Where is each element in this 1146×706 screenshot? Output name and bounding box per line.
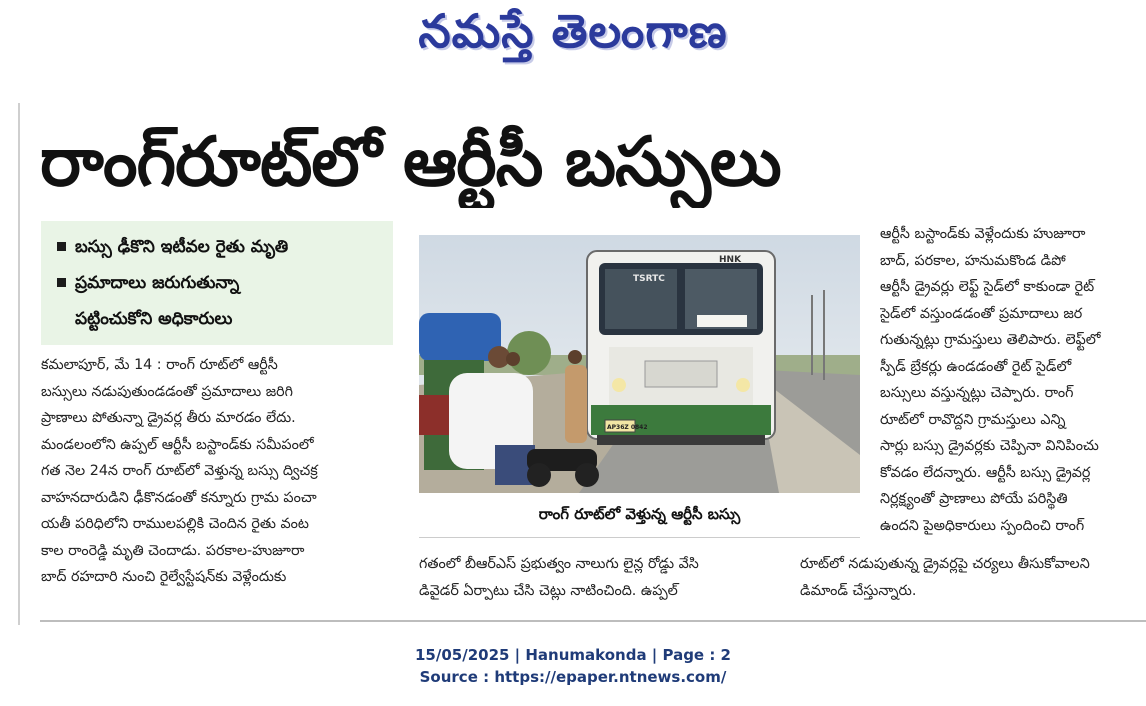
article-line: బాద్ రహదారి నుంచి రైల్వేస్టేషన్‌కు వెళ్లేందుకు — [41, 569, 287, 585]
highlight-text-continued: పట్టించుకోని అధికారులు — [75, 309, 233, 329]
article-line: గత నెల 24న రాంగ్ రూట్‌లో వెళ్తున్న బస్సు ద్విచక్ర — [41, 463, 318, 479]
article-line: సార్లు బస్సు డ్రైవర్లకు చెప్పినా వినిపించు — [880, 438, 1099, 454]
article-line: ఆర్టీసీ బస్టాండ్‌కు వెళ్లేందుకు హుజూరా — [880, 226, 1086, 242]
highlight-text: ప్రమాదాలు జరుగుతున్నా — [75, 273, 240, 293]
article-line: డిమాండ్ చేస్తున్నారు. — [800, 582, 917, 599]
highlights-box — [41, 221, 393, 345]
article-line: కాల రాంరెడ్డి మృతి చెందాడు. పరకాల-హుజూరా — [41, 542, 305, 559]
article-line: డివైడర్ ఏర్పాటు చేసి చెట్లు నాటించింది. ఉప్పల్ — [419, 582, 678, 599]
article-line: స్పీడ్ బ్రేకర్లు ఉండడంతో రైట్ సైడ్‌లో — [880, 358, 1072, 375]
highlight-text: బస్సు ఢీకొని ఇటీవల రైతు మృతి — [75, 237, 289, 257]
article-line: రూట్‌లో రావొద్దని గ్రామస్తులు ఎన్ని — [880, 411, 1066, 428]
article-line: కమలాపూర్, మే 14 : రాంగ్ రూట్‌లో ఆర్టీసీ — [41, 357, 278, 373]
article-line: సైడ్‌లో వస్తుండడంతో ప్రమాదాలు జర — [880, 305, 1083, 322]
photo-caption: రాంగ్ రూట్‌లో వెళ్తున్న ఆర్టీసీ బస్సు — [538, 505, 741, 523]
article-line: ఉందని పైఅధికారులు స్పందించి రాంగ్ — [880, 517, 1085, 534]
bus-photo-illustration — [419, 235, 860, 493]
article-line: నిర్లక్ష్యంతో ప్రాణాలు పోయే పరిస్థితి — [880, 491, 1068, 507]
page-divider — [40, 620, 1146, 622]
article-line: బస్సులు నడుపుతుండడంతో ప్రమాదాలు జరిగి — [41, 383, 293, 400]
article-line: బస్సులు వస్తున్నట్లు చెప్పారు. రాంగ్ — [880, 385, 1074, 401]
article-line: గతంలో బీఆర్‌ఎస్ ప్రభుత్వం నాలుగు లైన్ల రోడ్డు వేసి — [419, 556, 699, 572]
article-column-middle — [419, 551, 860, 604]
article-line: గుతున్నట్లు గ్రామస్తులు తెలిపారు. లెఫ్ట్‌లో — [880, 332, 1101, 348]
footer — [0, 644, 1146, 688]
bullet-icon — [57, 278, 66, 287]
masthead — [0, 4, 1146, 70]
highlight-item — [55, 229, 383, 265]
article-line: ప్రాణాలు పోతున్నా డ్రైవర్ల తీరు మారడం లేదు. — [41, 410, 296, 426]
bus-logo-text: TSRTC — [633, 274, 665, 284]
edition-info: 15/05/2025 | Hanumakonda | Page : 2 — [414, 646, 731, 664]
article-line: రూట్‌లో నడుపుతున్న డ్రైవర్లపై చర్యలు తీసుకోవాలని — [800, 556, 1090, 572]
news-photo — [419, 235, 860, 493]
article-line: ఆర్టీసీ డ్రైవర్లు లెఫ్ట్ సైడ్‌లో కాకుండా రైట్ — [880, 279, 1095, 295]
article-column-left — [41, 352, 395, 591]
article-line: యతీ పరిధిలోని రాములపల్లికి చెందిన రైతు వంట — [41, 516, 309, 532]
bus-destination-board: HNK — [719, 255, 742, 265]
bus-icon — [587, 251, 775, 445]
article-line: బాద్, పరకాల, హనుమకొండ డిపో — [880, 252, 1066, 269]
source-link[interactable]: Source : https://epaper.ntnews.com/ — [419, 668, 727, 686]
article-column-right — [880, 221, 1146, 539]
article-column-right-tail — [800, 551, 1146, 604]
column-divider — [18, 103, 20, 625]
article-line: కోవడం లేదన్నారు. ఆర్టీసీ బస్సు డ్రైవర్ల — [880, 464, 1091, 481]
bus-number-plate: AP36Z 0842 — [607, 424, 648, 431]
highlight-item — [55, 265, 383, 301]
headline-text: రాంగ్‌రూట్‌లో ఆర్టీసీ బస్సులు — [40, 123, 781, 202]
newspaper-logo: నమస్తే తెలంగాణ — [418, 4, 728, 58]
article-line: వాహనదారుడిని ఢీకొనడంతో కన్నూరు గ్రామ పంచా — [41, 489, 317, 506]
bullet-icon — [57, 242, 66, 251]
article-line: మండలంలోని ఉప్పల్ ఆర్టీసీ బస్టాండ్‌కు సమీపంలో — [41, 436, 314, 453]
headline — [40, 118, 1146, 208]
caption-divider — [419, 537, 860, 538]
